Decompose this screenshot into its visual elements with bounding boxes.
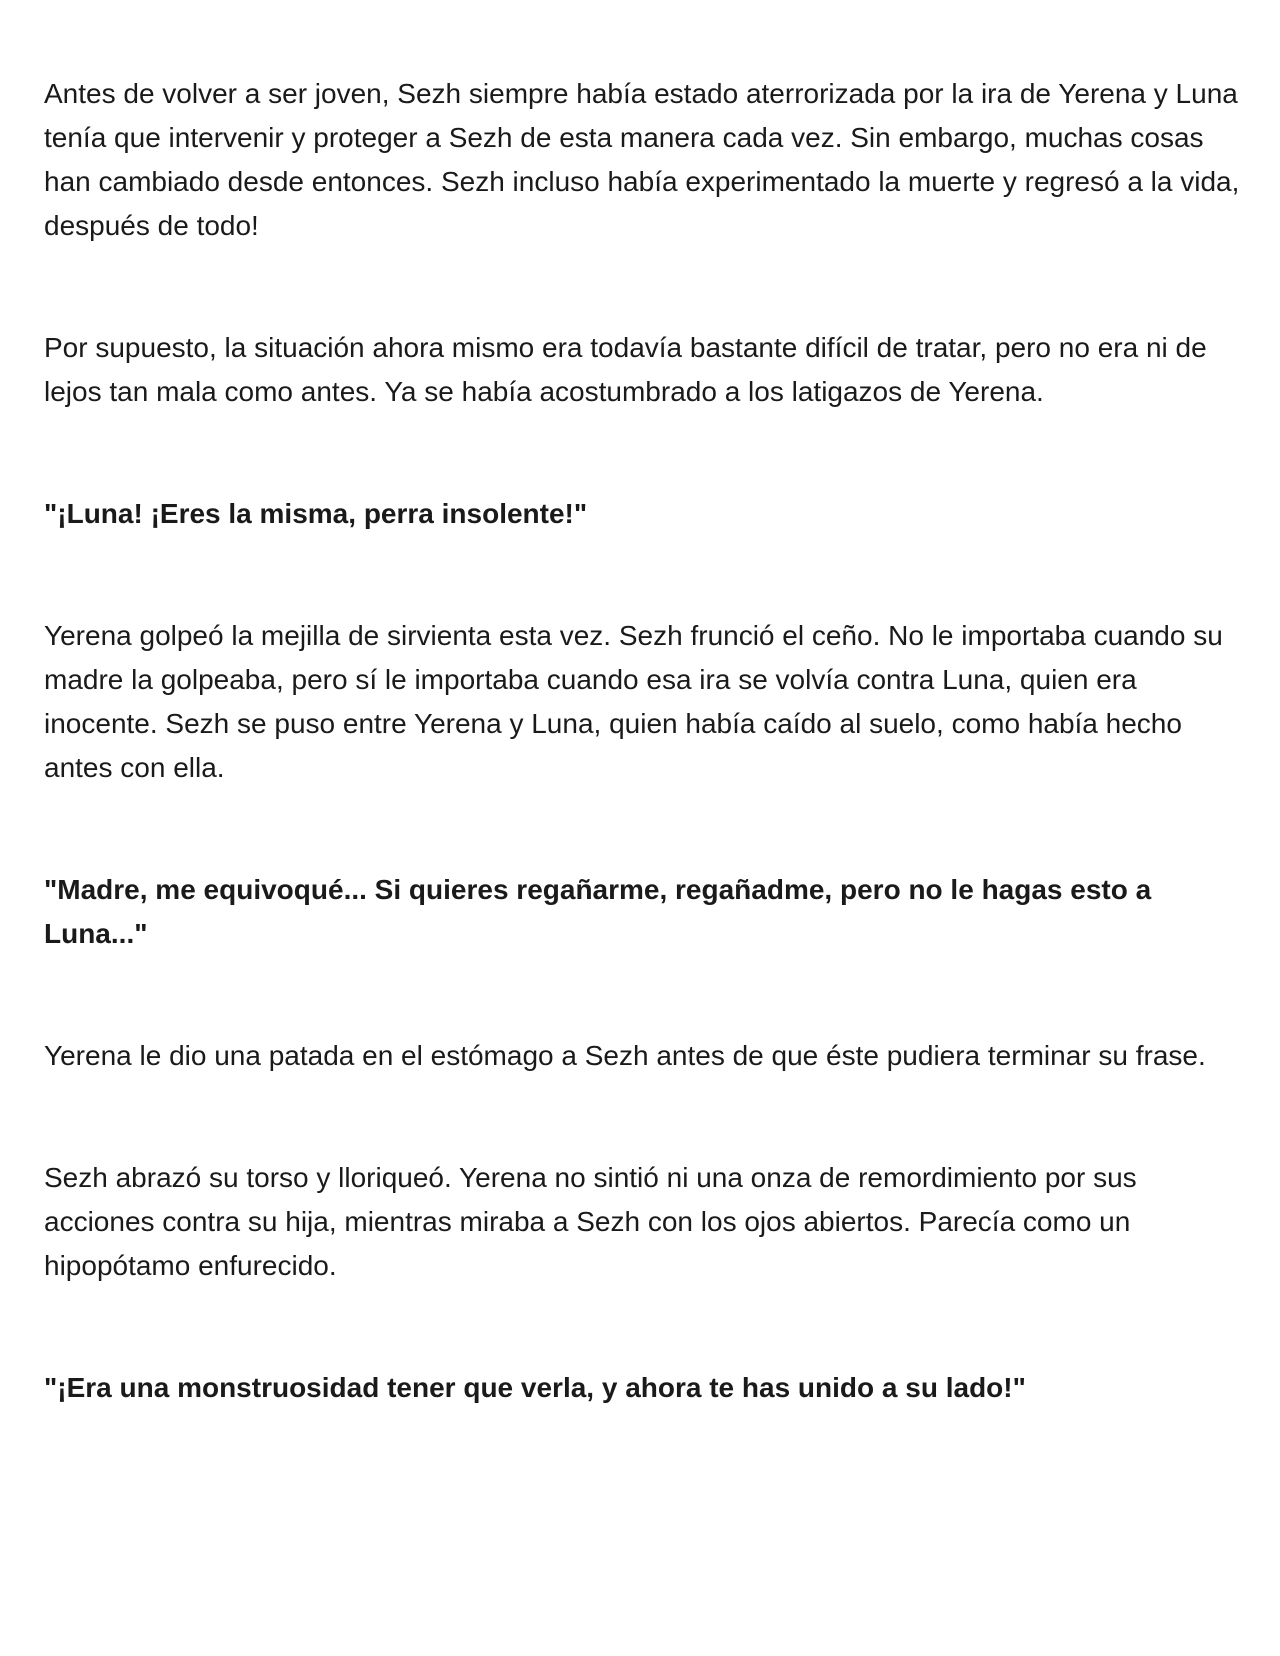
narration-paragraph: Sezh abrazó su torso y lloriqueó. Yerena no sintió ni una onza de remordimiento por sus acciones contra su hija, mientras miraba a Sezh con los ojos abiertos. Parecía como un hipopótamo enfurecido. (44, 1162, 1137, 1281)
document-page (44, 72, 1244, 1488)
narration-paragraph: Por supuesto, la situación ahora mismo era todavía bastante difícil de tratar, pero no era ni de lejos tan mala como antes. Ya se había acostumbrado a los latigazos de Yerena. (44, 332, 1207, 407)
dialogue-line: "¡Era una monstruosidad tener que verla, y ahora te has unido a su lado!" (44, 1372, 1026, 1403)
narration-paragraph: Yerena le dio una patada en el estómago a Sezh antes de que éste pudiera terminar su frase. (44, 1040, 1206, 1071)
narration-paragraph: Antes de volver a ser joven, Sezh siempre había estado aterrorizada por la ira de Yerena y Luna tenía que intervenir y proteger a Sezh de esta manera cada vez. Sin embargo, muchas cosas han cambiado desde entonces. Sezh incluso había experimentado la muerte y regresó a la vida, después de todo! (44, 78, 1240, 241)
dialogue-line: "¡Luna! ¡Eres la misma, perra insolente!" (44, 498, 588, 529)
narration-paragraph: Yerena golpeó la mejilla de sirvienta esta vez. Sezh frunció el ceño. No le importaba cuando su madre la golpeaba, pero sí le importaba cuando esa ira se volvía contra Luna, quien era inocente. Sezh se puso entre Yerena y Luna, quien había caído al suelo, como había hecho antes con ella. (44, 620, 1223, 783)
dialogue-line: "Madre, me equivoqué... Si quieres regañarme, regañadme, pero no le hagas esto a Luna..." (44, 874, 1152, 949)
